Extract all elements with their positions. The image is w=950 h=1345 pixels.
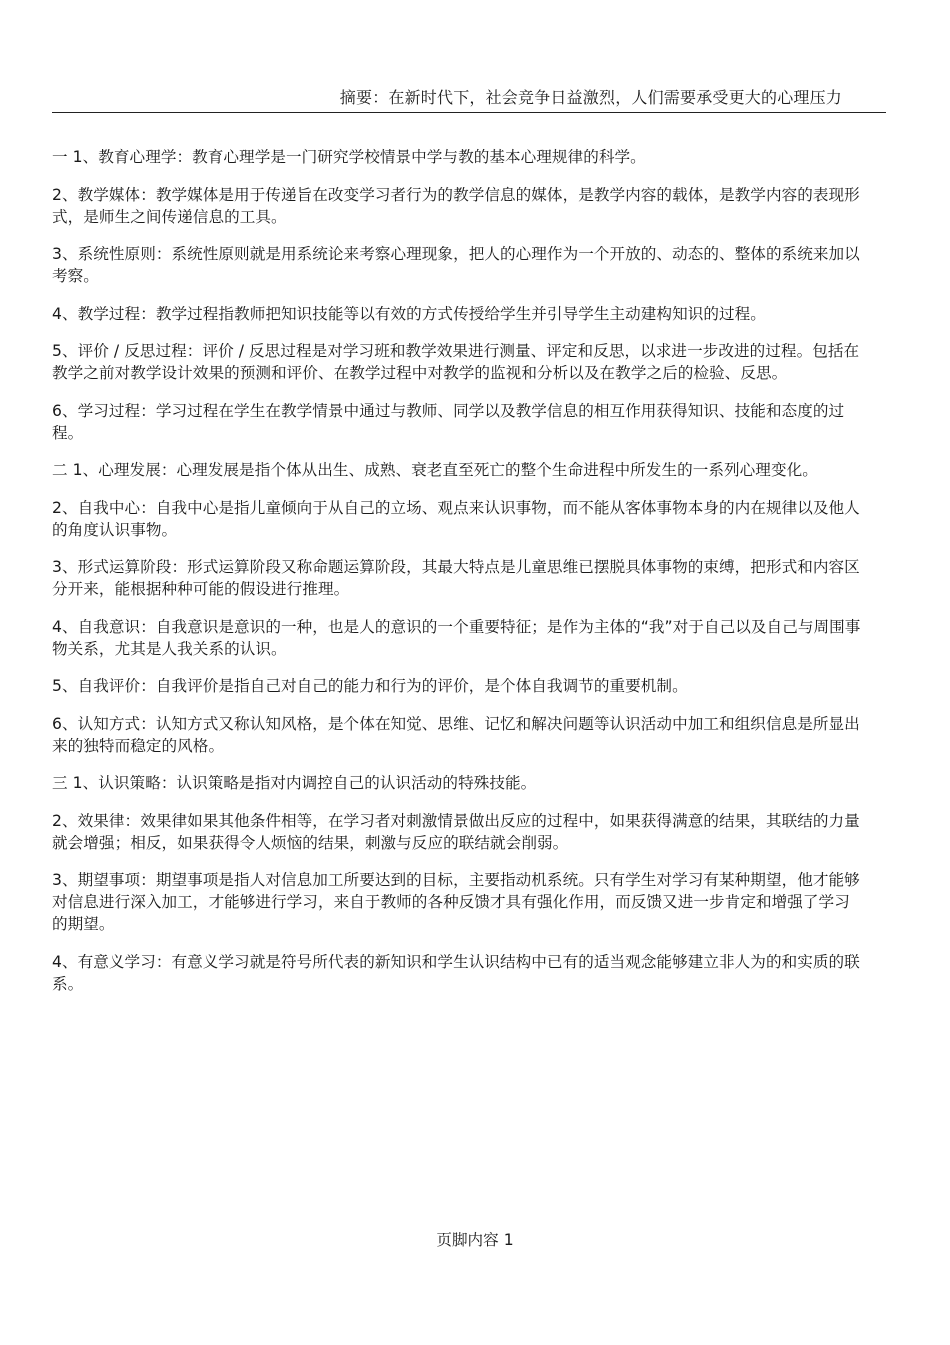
paragraph: 5、评价 / 反思过程：评价 / 反思过程是对学习班和教学效果进行测量、评定和反思，以求进一步改进的过程。包括在教学之前对教学设计效果的预测和评价、在教学过程中对教学的监视和分析以及在教学之后的检验、反思。 bbox=[52, 342, 860, 382]
paragraph: 6、学习过程：学习过程在学生在教学情景中通过与教师、同学以及教学信息的相互作用获得知识、技能和态度的过程。 bbox=[52, 401, 845, 442]
paragraph: 三 1、认识策略：认识策略是指对内调控自己的认识活动的特殊技能。 bbox=[52, 774, 537, 792]
paragraph: 5、自我评价：自我评价是指自己对自己的能力和行为的评价，是个体自我调节的重要机制。 bbox=[52, 677, 688, 695]
paragraph: 4、教学过程：教学过程指教师把知识技能等以有效的方式传授给学生并引导学生主动建构知识的过程。 bbox=[52, 304, 766, 323]
paragraph: 3、形式运算阶段：形式运算阶段又称命题运算阶段，其最大特点是儿童思维已摆脱具体事物的束缚，把形式和内容区分开来，能根据种种可能的假设进行推理。 bbox=[52, 558, 860, 598]
paragraph: 2、教学媒体：教学媒体是用于传递旨在改变学习者行为的教学信息的媒体，是教学内容的载体，是教学内容的表现形式，是师生之间传递信息的工具。 bbox=[52, 185, 860, 226]
paragraph: 4、有意义学习：有意义学习就是符号所代表的新知识和学生认识结构中已有的适当观念能够建立非人为的和实质的联系。 bbox=[52, 952, 860, 993]
paragraph: 3、期望事项：期望事项是指人对信息加工所要达到的目标，主要指动机系统。只有学生对学习有某种期望，他才能够对信息进行深入加工，才能够进行学习，来自于教师的各种反馈才具有强化作用，而反馈又进一步肯定和增强了学习的期望。 bbox=[52, 871, 860, 933]
header-text: 摘要：在新时代下，社会竞争日益激烈，人们需要承受更大的心理压力 bbox=[339, 88, 842, 107]
page-footer: 页脚内容 1 bbox=[436, 1231, 514, 1249]
paragraph: 二 1、心理发展：心理发展是指个体从出生、成熟、衰老直至死亡的整个生命进程中所发生的一系列心理变化。 bbox=[52, 461, 818, 479]
paragraph: 2、自我中心：自我中心是指儿童倾向于从自己的立场、观点来认识事物，而不能从客体事物本身的内在规律以及他人的角度认识事物。 bbox=[52, 498, 860, 539]
paragraph: 4、自我意识：自我意识是意识的一种，也是人的意识的一个重要特征；是作为主体的“我”对于自己以及自己与周围事物关系，尤其是人我关系的认识。 bbox=[52, 617, 861, 658]
paragraph: 2、效果律：效果律如果其他条件相等，在学习者对刺激情景做出反应的过程中，如果获得满意的结果，其联结的力量就会增强；相反，如果获得令人烦恼的结果，刺激与反应的联结就会削弱。 bbox=[52, 811, 860, 852]
paragraph: 6、认知方式：认知方式又称认知风格，是个体在知觉、思维、记忆和解决问题等认识活动中加工和组织信息是所显出来的独特而稳定的风格。 bbox=[52, 714, 860, 755]
paragraph: 3、系统性原则：系统性原则就是用系统论来考察心理现象，把人的心理作为一个开放的、动态的、整体的系统来加以考察。 bbox=[52, 245, 860, 285]
document-body bbox=[52, 146, 864, 1010]
page-header bbox=[52, 88, 886, 113]
paragraph: 一 1、教育心理学：教育心理学是一门研究学校情景中学与教的基本心理规律的科学。 bbox=[52, 148, 646, 166]
